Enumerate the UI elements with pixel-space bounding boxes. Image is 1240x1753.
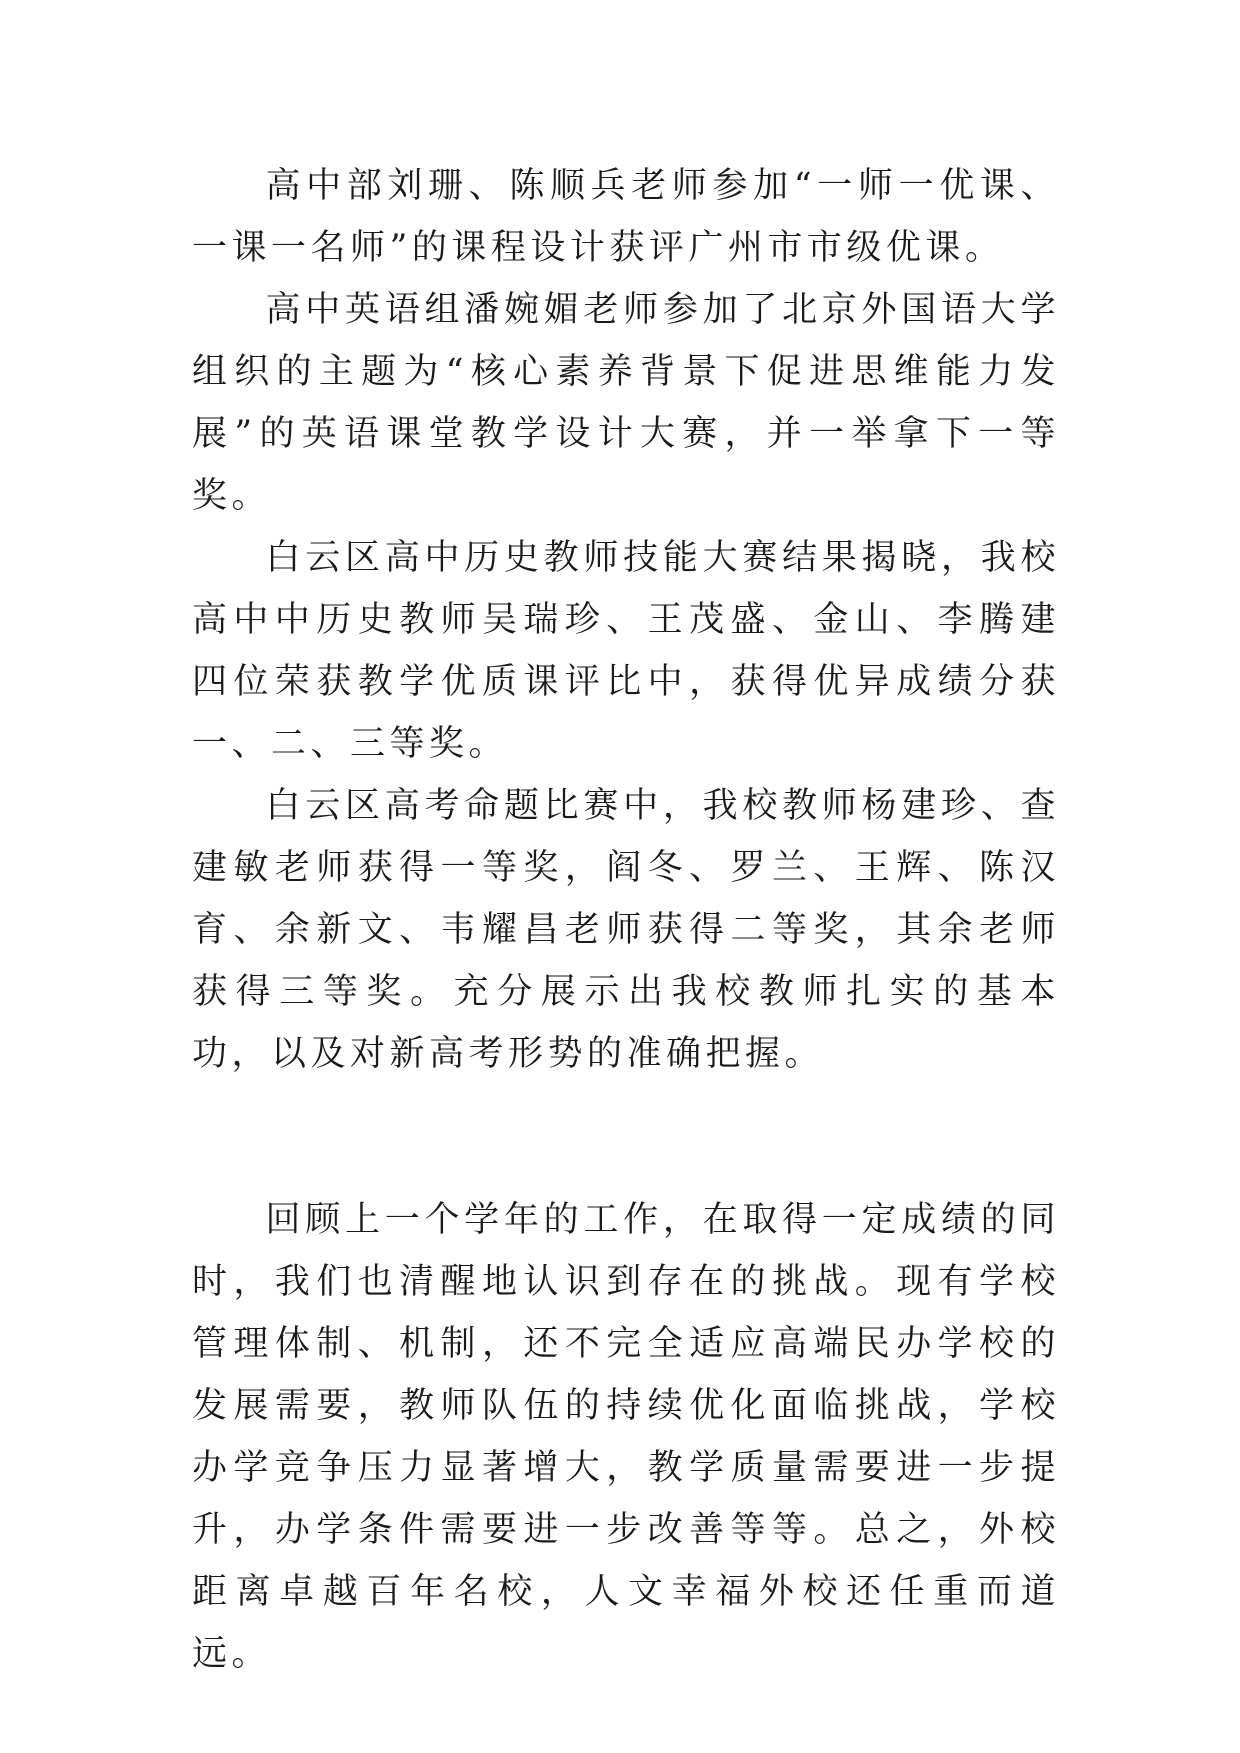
- paragraph-exam-design-contest: 白云区高考命题比赛中，我校教师杨建珍、查建敏老师获得一等奖，阎冬、罗兰、王辉、陈汉育、余新文、韦耀昌老师获得二等奖，其余老师获得三等奖。充分展示出我校教师扎实的基本功，以及对新高考形势的准确把握。: [192, 786, 1060, 1074]
- paragraph-review-challenges: 回顾上一个学年的工作，在取得一定成绩的同时，我们也清醒地认识到存在的挑战。现有学校管理体制、机制，还不完全适应高端民办学校的发展需要，教师队伍的持续优化面临挑战，学校办学竞争压力显著增大，教学质量需要进一步提升，办学条件需要进一步改善等等。总之，外校距离卓越百年名校，人文幸福外校还任重而道远。: [192, 1200, 1060, 1674]
- paragraph-english-contest: 高中英语组潘婉媚老师参加了北京外国语大学组织的主题为“核心素养背景下促进思维能力发展”的英语课堂教学设计大赛，并一举拿下一等奖。: [192, 290, 1060, 516]
- paragraph-gaozhongbu-youke: 高中部刘珊、陈顺兵老师参加“一师一优课、一课一名师”的课程设计获评广州市市级优课。: [192, 166, 1060, 268]
- document-body: [192, 155, 1060, 1685]
- paragraph-history-contest: 白云区高中历史教师技能大赛结果揭晓，我校高中中历史教师吴瑞珍、王茂盛、金山、李腾建四位荣获教学优质课评比中，获得优异成绩分获一、二、三等奖。: [192, 538, 1060, 764]
